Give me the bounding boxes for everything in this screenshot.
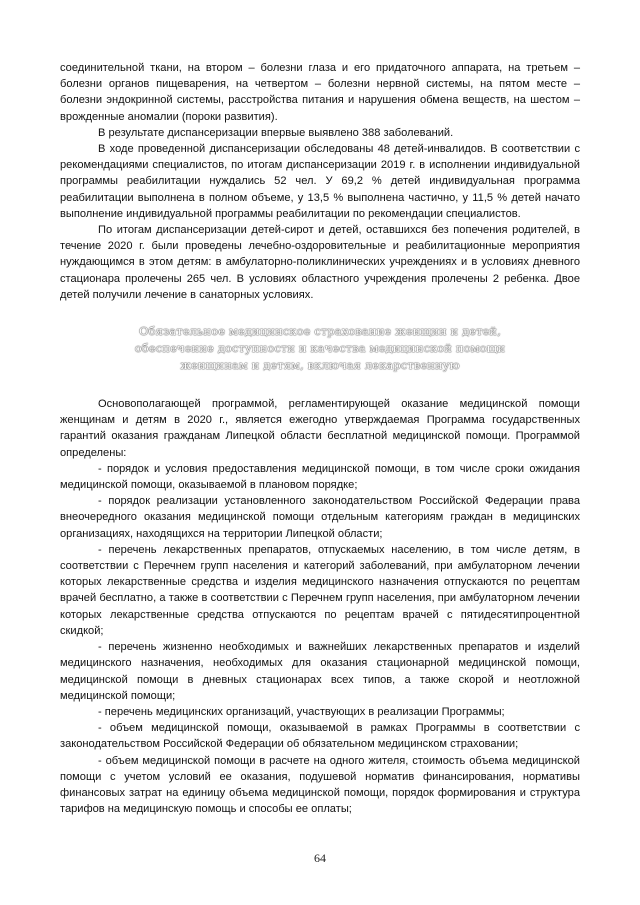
heading-line: женщинам и детям, включая лекарственную bbox=[180, 358, 460, 373]
heading-line: Обязательное медицинское страхование женщин и детей, bbox=[139, 324, 501, 339]
heading-line: обеспечение доступности и качества медицинской помощи bbox=[134, 341, 506, 356]
paragraph: - порядок реализации установленного законодательством Российской Федерации права внеочередного оказания медицинской помощи отдельным категориям граждан в медицинских организациях, находящихся на территории Липецкой области; bbox=[60, 495, 580, 540]
paragraph: - перечень лекарственных препаратов, отпускаемых населению, в том числе детям, в соответствии с Перечнем групп населения и категорий заболеваний, при амбулаторном лечении которых лекарственные средства и изделия медицинского назначения отпускаются по рецептам врачей бесплатно, а также в соответствии с Перечнем групп населения, при амбулаторном лечении которых лекарственные средства отпускаются по рецептам врачей с пятидесятипроцентной скидкой; bbox=[60, 543, 580, 637]
paragraph: - объем медицинской помощи в расчете на одного жителя, стоимость объема медицинской помощи с учетом условий ее оказания, подушевой норматив финансирования, нормативы финансовых затрат на единицу объема медицинской помощи, порядок формирования и структура тарифов на медицинскую помощь и способы ее оплаты; bbox=[60, 754, 580, 816]
paragraph: - объем медицинской помощи, оказываемой в рамках Программы в соответствии с законодательством Российской Федерации об обязательном медицинском страховании; bbox=[60, 722, 580, 751]
paragraph: По итогам диспансеризации детей-сирот и детей, оставшихся без попечения родителей, в течение 2020 г. были проведены лечебно-оздоровительные и реабилитационные мероприятия нуждающимся в этом детям: в амбулаторно-поликлинических учреждениях и в условиях дневного стационара пролечены 265 чел. В условиях областного учреждения пролечены 2 ребенка. Двое детей получили лечение в санаторных условиях. bbox=[60, 224, 580, 301]
paragraph: В результате диспансеризации впервые выявлено 388 заболеваний. bbox=[98, 126, 454, 139]
paragraph: - перечень медицинских организаций, участвующих в реализации Программы; bbox=[98, 705, 505, 718]
page-number: 64 bbox=[314, 851, 326, 865]
paragraph: соединительной ткани, на втором – болезни глаза и его придаточного аппарата, на третьем – болезни органов пищеварения, на четвертом – болезни нервной системы, на пятом месте – болезни эндокринной системы, расстройства питания и нарушения обмена веществ, на шестом – врожденные аномалии (пороки развития). bbox=[60, 62, 580, 123]
paragraph: - перечень жизненно необходимых и важнейших лекарственных препаратов и изделий медицинского назначения, необходимых для оказания стационарной медицинской помощи, медицинской помощи в дневных стационарах всех типов, а также скорой и неотложной медицинской помощи; bbox=[60, 641, 580, 702]
section-heading bbox=[60, 323, 580, 374]
page-content bbox=[60, 60, 580, 817]
top-paragraphs bbox=[60, 60, 580, 303]
paragraph: Основополагающей программой, регламентирующей оказание медицинской помощи женщинам и детям в 2020 г., является ежегодно утверждаемая Программа государственных гарантий оказания гражданам Липецкой области бесплатной медицинской помощи. Программой определены: bbox=[60, 398, 580, 459]
paragraph: - порядок и условия предоставления медицинской помощи, в том числе сроки ожидания медицинской помощи, оказываемой в плановом порядке; bbox=[60, 462, 580, 492]
bottom-paragraphs bbox=[60, 396, 580, 817]
paragraph: В ходе проведенной диспансеризации обследованы 48 детей-инвалидов. В соответствии с рекомендациями специалистов, по итогам диспансеризации 2019 г. в исполнении индивидуальной программы реабилитации нуждались 52 чел. У 69,2 % детей индивидуальная программа реабилитации выполнена в полном объеме, у 13,5 % выполнена частично, у 11,5 % детей начато выполнение индивидуальной программы реабилитации по рекомендации специалистов. bbox=[60, 143, 580, 220]
